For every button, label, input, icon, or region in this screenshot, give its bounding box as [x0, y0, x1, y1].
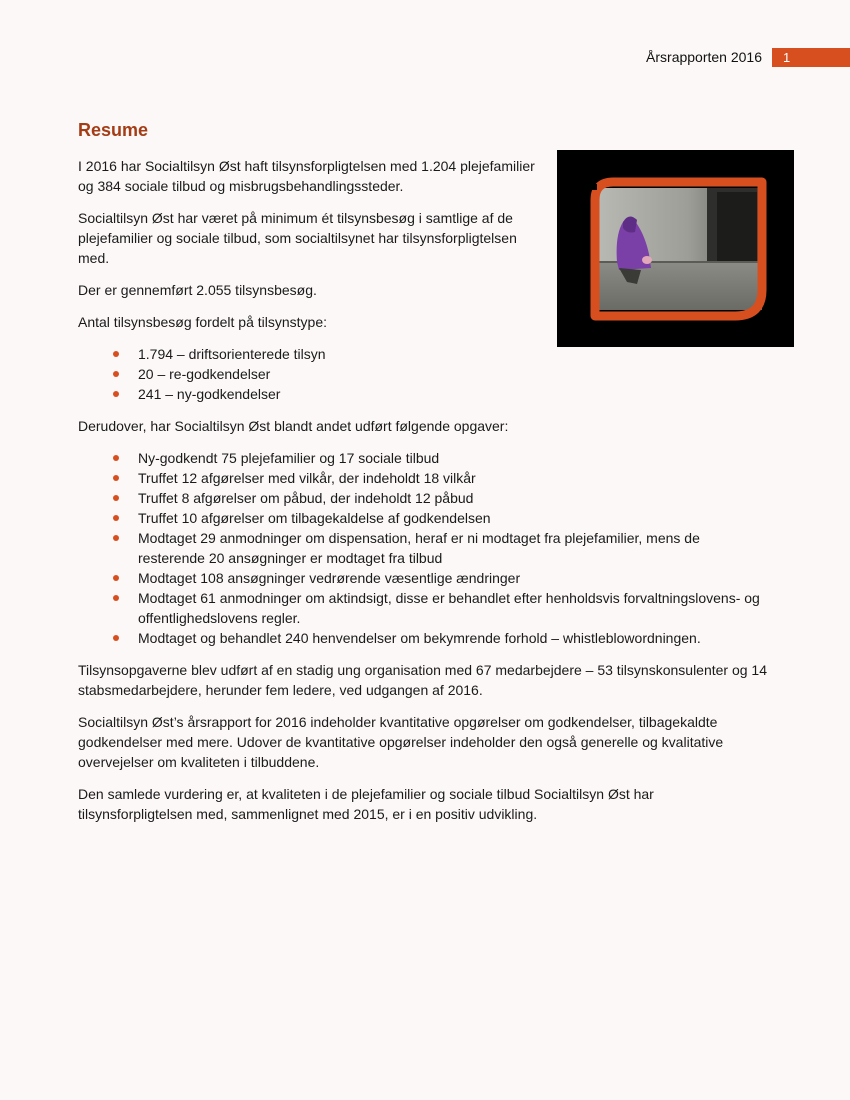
document-body — [78, 118, 770, 836]
closing-paragraph: Den samlede vurdering er, at kvaliteten i de plejefamilier og sociale tilbud Socialtilsyn Øst har tilsynsforpligtelsen med, sammenlignet med 2015, er i en positiv udvikling. — [78, 786, 654, 822]
list-item: Modtaget og behandlet 240 henvendelser om bekymrende forhold – whistleblowordningen. — [138, 628, 770, 648]
list-item: Truffet 8 afgørelser om påbud, der indeholdt 12 påbud — [138, 488, 770, 508]
list-item: Modtaget 29 anmodninger om dispensation, heraf er ni modtaget fra plejefamilier, mens de resterende 20 ansøgninger er modtaget fra tilbud — [138, 528, 770, 568]
intro-paragraph: Socialtilsyn Øst har været på minimum ét tilsynsbesøg i samtlige af de plejefamilier og sociale tilbud, som socialtilsynet har tilsynsforpligtelsen med. — [78, 210, 517, 266]
list-item: Modtaget 108 ansøgninger vedrørende væsentlige ændringer — [138, 568, 770, 588]
section-heading: Resume — [78, 120, 149, 140]
intro-paragraph: Der er gennemført 2.055 tilsynsbesøg. — [78, 282, 317, 298]
closing-paragraph: Tilsynsopgaverne blev udført af en stadig ung organisation med 67 medarbejdere – 53 tilsynskonsulenter og 14 stabsmedarbejdere, herunder fem ledere, ved udgangen af 2016. — [78, 662, 768, 698]
page-number: 1 — [772, 48, 850, 67]
intro-paragraph: Antal tilsynsbesøg fordelt på tilsynstype: — [78, 314, 328, 330]
list-item: 1.794 – driftsorienterede tilsyn — [138, 344, 770, 364]
list-item: Truffet 10 afgørelser om tilbagekaldelse af godkendelsen — [138, 508, 770, 528]
running-header: Årsrapporten 2016 — [646, 49, 762, 65]
list-item: Truffet 12 afgørelser med vilkår, der indeholdt 18 vilkår — [138, 468, 770, 488]
task-list — [78, 448, 770, 648]
closing-paragraph: Socialtilsyn Øst’s årsrapport for 2016 indeholder kvantitative opgørelser om godkendelser, tilbagekaldte godkendelser med mere. Udover de kvantitative opgørelser indeholder den også generelle og kvalitative overvejelser om kvaliteten i tilbuddene. — [78, 714, 724, 770]
tasks-intro: Derudover, har Socialtilsyn Øst blandt andet udført følgende opgaver: — [78, 418, 509, 434]
list-item: Ny-godkendt 75 plejefamilier og 17 sociale tilbud — [138, 448, 770, 468]
list-item: 20 – re-godkendelser — [138, 364, 770, 384]
intro-paragraph: I 2016 har Socialtilsyn Øst haft tilsynsforpligtelsen med 1.204 plejefamilier og 384 sociale tilbud og misbrugsbehandlingssteder. — [78, 158, 535, 194]
list-item: Modtaget 61 anmodninger om aktindsigt, disse er behandlet efter henholdsvis forvaltningslovens- og offentlighedslovens regler. — [138, 588, 770, 628]
visit-type-list — [78, 344, 770, 404]
list-item: 241 – ny-godkendelser — [138, 384, 770, 404]
